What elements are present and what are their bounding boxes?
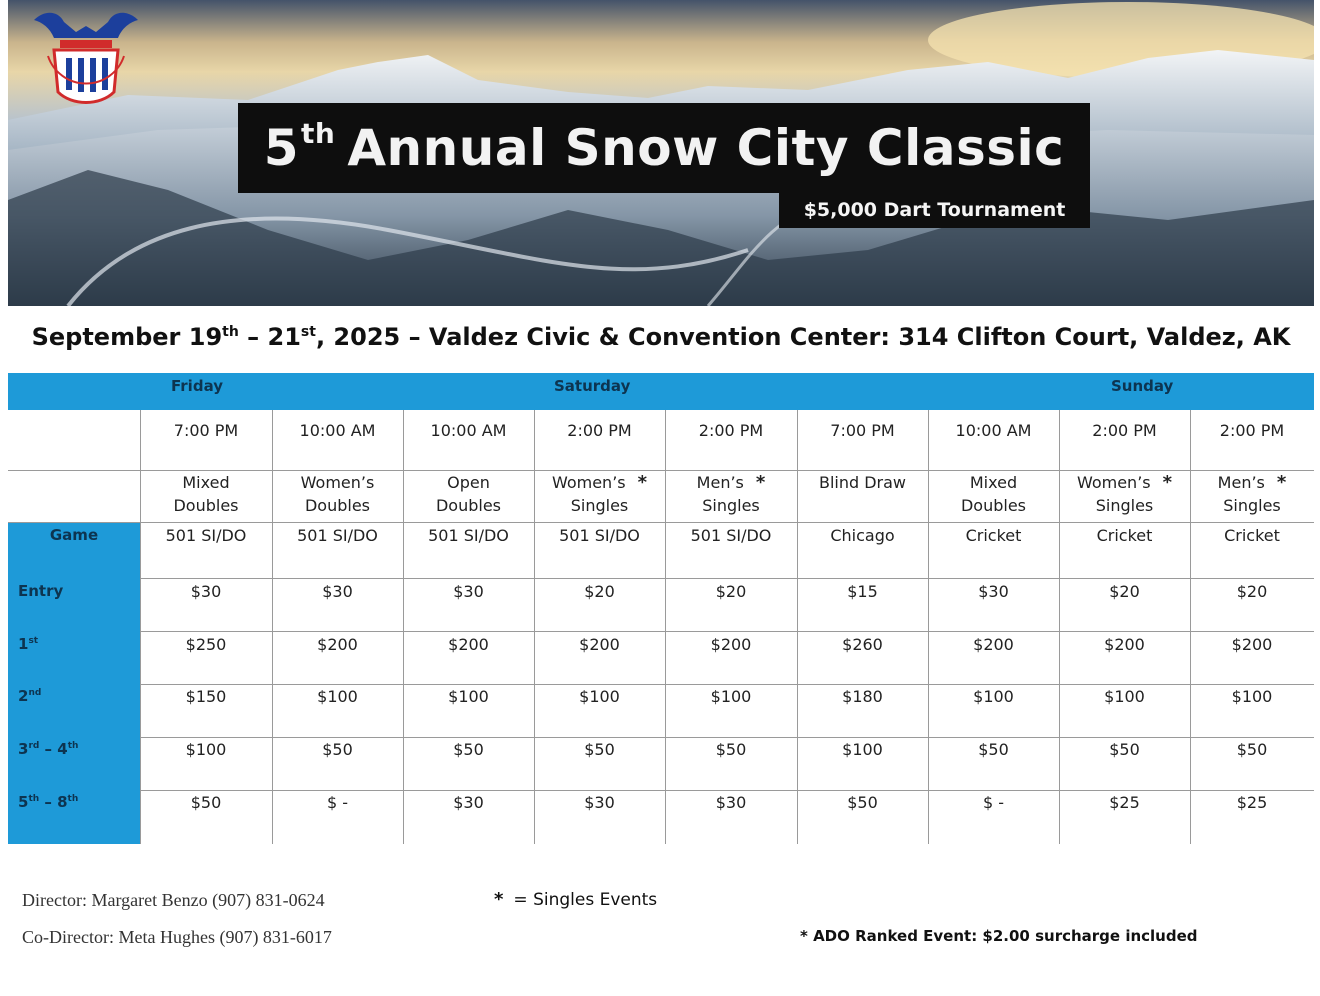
entry-fee-cell: $20 — [1236, 582, 1268, 601]
event-name-line1 — [665, 471, 797, 494]
day-friday: Friday — [171, 377, 224, 395]
day-sunday: Sunday — [1111, 377, 1174, 395]
entry-fee-cell: $15 — [847, 582, 878, 601]
prize-second-cell: $100 — [1104, 687, 1145, 706]
event-name-line2: Singles — [570, 496, 629, 515]
prize-first-cell: $200 — [1231, 635, 1273, 654]
event-name — [140, 471, 272, 517]
singles-asterisk-icon: * — [755, 472, 766, 493]
event-name — [534, 471, 665, 517]
director-contact: Director: Margaret Benzo (907) 831-0624 — [22, 890, 325, 910]
event-name-text: Open — [447, 473, 490, 492]
game-cell: 501 SI/DO — [559, 526, 640, 545]
event-name-line1 — [534, 471, 665, 494]
title-box — [238, 103, 1090, 193]
day-saturday: Saturday — [554, 377, 631, 395]
grid-row-divider — [140, 578, 1314, 579]
game-cell: Chicago — [830, 526, 895, 545]
game-cell: 501 SI/DO — [690, 526, 772, 545]
grid-row-divider — [140, 631, 1314, 632]
event-name-line2: Doubles — [435, 496, 502, 515]
event-name-line2: Singles — [702, 496, 760, 515]
prize-third-fourth-cell: $50 — [584, 740, 615, 759]
entry-fee-cell: $20 — [1109, 582, 1140, 601]
event-name-text: Women’s — [551, 473, 626, 492]
game-cell: 501 SI/DO — [165, 526, 247, 545]
schedule-table — [8, 410, 1314, 844]
event-name-line1 — [140, 471, 272, 494]
prize-second-cell: $100 — [710, 687, 752, 706]
event-time: 10:00 AM — [430, 421, 507, 440]
game-cell: Cricket — [1224, 526, 1280, 545]
prize-second-cell: $100 — [317, 687, 358, 706]
prize-third-fourth-cell: $50 — [978, 740, 1009, 759]
event-name-line2: Doubles — [304, 496, 371, 515]
entry-fee-cell: $30 — [190, 582, 222, 601]
entry-fee-cell: $30 — [322, 582, 353, 601]
prize-fifth-eighth-cell: $50 — [847, 793, 878, 812]
row-label-second: 2nd — [18, 687, 42, 705]
event-time: 7:00 PM — [830, 421, 895, 440]
singles-legend: * = Singles Events — [494, 889, 658, 910]
ado-ranked-note: * ADO Ranked Event: $2.00 surcharge included — [800, 927, 1198, 945]
event-name-line1 — [1190, 471, 1314, 494]
event-name-line2: Singles — [1095, 496, 1154, 515]
event-name — [1190, 471, 1314, 517]
prize-first-cell: $250 — [185, 635, 227, 654]
prize-first-cell: $200 — [1104, 635, 1145, 654]
subtitle-box — [779, 191, 1090, 228]
row-label-game: Game — [49, 526, 99, 544]
event-name-line2: Doubles — [173, 496, 239, 515]
event-name-line1 — [928, 471, 1059, 494]
event-name — [403, 471, 534, 517]
event-name-text: Blind Draw — [818, 473, 907, 492]
prize-second-cell: $100 — [973, 687, 1014, 706]
prize-second-cell: $180 — [842, 687, 883, 706]
prize-second-cell: $150 — [185, 687, 227, 706]
asterisk-icon: * — [494, 889, 504, 910]
row-label-first: 1st — [18, 635, 39, 653]
hero-banner — [8, 0, 1314, 306]
row-label-entry: Entry — [18, 582, 64, 600]
day-header-bar — [8, 373, 1314, 410]
event-time: 7:00 PM — [173, 421, 239, 440]
game-cell: 501 SI/DO — [297, 526, 378, 545]
prize-fifth-eighth-cell: $25 — [1236, 793, 1268, 812]
prize-third-fourth-cell: $50 — [1109, 740, 1140, 759]
event-name-line1 — [1059, 471, 1190, 494]
game-cell: Cricket — [1096, 526, 1153, 545]
event-name-line2: Singles — [1223, 496, 1281, 515]
grid-row-divider — [8, 522, 1314, 523]
prize-fifth-eighth-cell: $25 — [1109, 793, 1140, 812]
prize-first-cell: $260 — [842, 635, 883, 654]
game-cell: 501 SI/DO — [428, 526, 509, 545]
prize-second-cell: $100 — [448, 687, 489, 706]
row-label-third-fourth: 3rd – 4th — [18, 740, 79, 758]
entry-fee-cell: $20 — [715, 582, 747, 601]
event-name-line1 — [272, 471, 403, 494]
prize-first-cell: $200 — [317, 635, 358, 654]
co-director-contact: Co-Director: Meta Hughes (907) 831-6017 — [22, 927, 332, 947]
event-name-text: Men’s — [696, 473, 744, 492]
event-time: 2:00 PM — [567, 421, 632, 440]
event-time: 2:00 PM — [1092, 421, 1157, 440]
singles-asterisk-icon: * — [637, 472, 648, 493]
entry-fee-cell: $20 — [584, 582, 615, 601]
event-name — [797, 471, 928, 494]
event-name — [1059, 471, 1190, 517]
prize-third-fourth-cell: $50 — [1236, 740, 1268, 759]
event-name — [272, 471, 403, 517]
prize-first-cell: $200 — [579, 635, 620, 654]
prize-fifth-eighth-cell: $ - — [326, 793, 349, 812]
prize-fifth-eighth-cell: $30 — [584, 793, 615, 812]
event-name-text: Men’s — [1217, 473, 1265, 492]
page-title: 5th Annual Snow City Classic — [263, 117, 1065, 177]
prize-fifth-eighth-cell: $50 — [190, 793, 222, 812]
event-name-line1 — [797, 471, 928, 494]
prize-third-fourth-cell: $50 — [715, 740, 747, 759]
event-time: 2:00 PM — [1219, 421, 1285, 440]
event-name-text: Mixed — [182, 473, 230, 492]
prize-third-fourth-cell: $100 — [842, 740, 883, 759]
event-name-text: Mixed — [969, 473, 1018, 492]
event-name — [928, 471, 1059, 517]
prize-first-cell: $200 — [973, 635, 1014, 654]
singles-asterisk-icon: * — [1162, 472, 1173, 493]
event-name-text: Women’s — [1076, 473, 1151, 492]
prize-second-cell: $100 — [579, 687, 620, 706]
page-subtitle: $5,000 Dart Tournament — [803, 199, 1066, 221]
ado-logo — [30, 6, 142, 118]
prize-fifth-eighth-cell: $ - — [982, 793, 1005, 812]
event-name-line2: Doubles — [960, 496, 1027, 515]
prize-third-fourth-cell: $100 — [185, 740, 227, 759]
event-time: 10:00 AM — [299, 421, 376, 440]
prize-fifth-eighth-cell: $30 — [453, 793, 484, 812]
prize-fifth-eighth-cell: $30 — [715, 793, 747, 812]
entry-fee-cell: $30 — [453, 582, 484, 601]
event-time: 10:00 AM — [955, 421, 1032, 440]
event-time: 2:00 PM — [698, 421, 764, 440]
singles-asterisk-icon: * — [1276, 472, 1287, 493]
tournament-flyer — [8, 0, 1314, 996]
prize-first-cell: $200 — [710, 635, 752, 654]
event-name-line1 — [403, 471, 534, 494]
game-cell: Cricket — [965, 526, 1022, 545]
prize-first-cell: $200 — [448, 635, 489, 654]
event-name-text: Women’s — [300, 473, 375, 492]
row-label-fifth-eighth: 5th – 8th — [18, 793, 79, 811]
prize-third-fourth-cell: $50 — [322, 740, 353, 759]
date-venue-line: September 19th – 21st, 2025 – Valdez Civic & Convention Center: 314 Clifton Court, Valdez, AK — [31, 323, 1291, 351]
event-name — [665, 471, 797, 517]
entry-fee-cell: $30 — [978, 582, 1009, 601]
prize-third-fourth-cell: $50 — [453, 740, 484, 759]
prize-second-cell: $100 — [1231, 687, 1273, 706]
